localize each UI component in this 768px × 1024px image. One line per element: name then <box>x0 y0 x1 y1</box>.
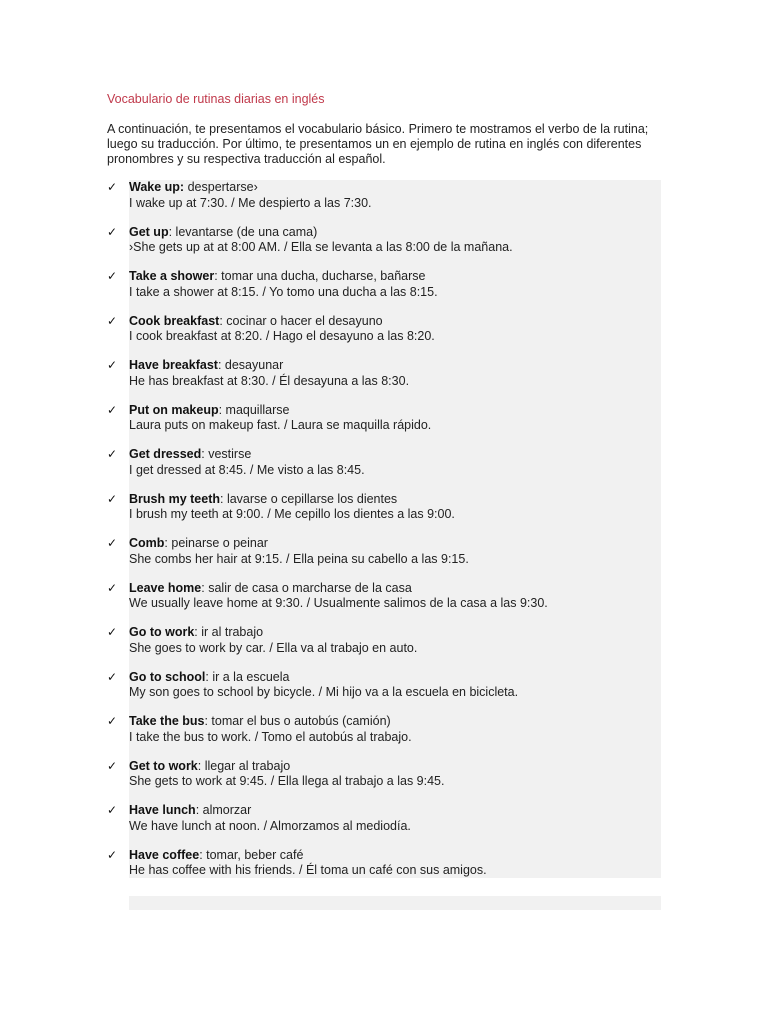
vocab-definition <box>129 670 289 686</box>
vocab-translation: : levantarse (de una cama) <box>168 224 318 239</box>
vocab-definition <box>129 358 283 374</box>
vocab-term: Have lunch <box>129 803 196 817</box>
vocab-example: I take the bus to work. / Tomo el autobús al trabajo. <box>129 729 412 744</box>
vocab-example: I get dressed at 8:45. / Me visto a las 8:45. <box>129 462 365 477</box>
vocab-term: Go to work <box>129 625 195 639</box>
vocab-translation: : tomar el bus o autobús (camión) <box>204 714 391 728</box>
list-item <box>107 180 667 225</box>
vocab-definition <box>129 447 251 463</box>
vocab-term: Wake up: <box>129 180 185 194</box>
vocab-example: He has breakfast at 8:30. / Él desayuna a las 8:30. <box>129 373 410 388</box>
checkmark-icon: ✓ <box>107 847 118 862</box>
vocab-term: Have breakfast <box>129 358 218 372</box>
vocab-example: I wake up at 7:30. / Me despierto a las 7:30. <box>129 195 372 210</box>
checkmark-icon: ✓ <box>107 580 118 595</box>
vocab-definition <box>129 180 258 196</box>
vocab-term: Take the bus <box>129 714 205 728</box>
checkmark-icon: ✓ <box>107 625 118 639</box>
vocab-example: She goes to work by car. / Ella va al trabajo en auto. <box>129 640 418 655</box>
vocab-translation: : lavarse o cepillarse los dientes <box>220 491 398 506</box>
checkmark-icon: ✓ <box>107 758 118 773</box>
list-item <box>107 625 667 670</box>
vocab-translation: despertarse› <box>184 180 258 194</box>
vocab-term: Get to work <box>129 758 198 773</box>
list-item <box>107 225 667 270</box>
list-item <box>107 848 667 893</box>
vocab-term: Brush my teeth <box>129 491 220 506</box>
vocab-term: Have coffee <box>129 847 200 862</box>
intro-paragraph: A continuación, te presentamos el vocabulario básico. Primero te mostramos el verbo de la rutina; luego su traducción. Por último, te presentamos un en ejemplo de rutina en inglés con diferentes pronombres y su respectiva traducción al español. <box>107 122 649 166</box>
checkmark-icon: ✓ <box>107 803 118 817</box>
bottom-shaded-strip <box>129 896 661 910</box>
vocab-translation: : salir de casa o marcharse de la casa <box>201 580 412 595</box>
vocab-example: She combs her hair at 9:15. / Ella peina su cabello a las 9:15. <box>129 551 469 566</box>
checkmark-icon: ✓ <box>107 402 118 417</box>
vocab-example: We have lunch at noon. / Almorzamos al mediodía. <box>129 818 411 833</box>
vocab-translation: : ir al trabajo <box>194 625 264 639</box>
vocab-translation: : tomar, beber café <box>199 847 304 862</box>
vocab-translation: : cocinar o hacer el desayuno <box>219 313 383 328</box>
vocab-definition <box>129 492 397 508</box>
vocab-translation: : peinarse o peinar <box>164 536 268 550</box>
vocab-definition <box>129 269 425 285</box>
vocab-definition <box>129 848 303 864</box>
list-item <box>107 803 667 848</box>
list-item <box>107 492 667 537</box>
checkmark-icon: ✓ <box>107 224 118 239</box>
vocab-definition <box>129 714 391 730</box>
checkmark-icon: ✓ <box>107 358 118 372</box>
checkmark-icon: ✓ <box>107 447 118 461</box>
vocab-definition <box>129 759 290 775</box>
vocab-example: I cook breakfast at 8:20. / Hago el desayuno a las 8:20. <box>129 329 435 343</box>
vocab-definition <box>129 803 251 819</box>
vocab-translation: : tomar una ducha, ducharse, bañarse <box>214 269 426 283</box>
document-title: Vocabulario de rutinas diarias en inglés <box>107 92 325 106</box>
vocab-translation: : desayunar <box>217 358 284 372</box>
vocab-term: Get up <box>129 224 169 239</box>
vocab-term: Comb <box>129 536 165 550</box>
checkmark-icon: ✓ <box>107 269 118 283</box>
list-item <box>107 358 667 403</box>
vocab-definition <box>129 581 412 597</box>
vocab-term: Cook breakfast <box>129 313 220 328</box>
vocab-translation: : almorzar <box>195 803 252 817</box>
vocab-translation: : vestirse <box>201 447 252 461</box>
vocab-term: Get dressed <box>129 447 202 461</box>
vocab-definition <box>129 314 383 330</box>
checkmark-icon: ✓ <box>107 180 118 194</box>
list-item <box>107 447 667 492</box>
list-item <box>107 403 667 448</box>
vocab-translation: : llegar al trabajo <box>197 758 291 773</box>
list-item <box>107 670 667 715</box>
vocab-term: Go to school <box>129 669 206 684</box>
checkmark-icon: ✓ <box>107 491 118 506</box>
vocab-example: ›She gets up at at 8:00 AM. / Ella se levanta a las 8:00 de la mañana. <box>129 240 513 254</box>
checkmark-icon: ✓ <box>107 714 118 728</box>
list-item <box>107 581 667 626</box>
list-item <box>107 314 667 359</box>
vocab-example: He has coffee with his friends. / Él toma un café con sus amigos. <box>129 863 487 877</box>
checkmark-icon: ✓ <box>107 313 118 328</box>
vocabulary-list <box>107 180 667 892</box>
list-item <box>107 536 667 581</box>
list-item <box>107 759 667 804</box>
vocab-definition <box>129 536 268 552</box>
vocab-translation: : maquillarse <box>218 402 290 417</box>
vocab-example: We usually leave home at 9:30. / Usualmente salimos de la casa a las 9:30. <box>129 596 548 610</box>
vocab-example: I take a shower at 8:15. / Yo tomo una ducha a las 8:15. <box>129 284 438 299</box>
vocab-definition <box>129 403 289 419</box>
vocab-term: Leave home <box>129 580 202 595</box>
vocab-term: Take a shower <box>129 269 215 283</box>
vocab-definition <box>129 625 263 641</box>
vocab-example: My son goes to school by bicycle. / Mi hijo va a la escuela en bicicleta. <box>129 685 519 699</box>
vocab-example: I brush my teeth at 9:00. / Me cepillo los dientes a las 9:00. <box>129 507 455 521</box>
vocab-term: Put on makeup <box>129 402 219 417</box>
vocab-translation: : ir a la escuela <box>205 669 290 684</box>
vocab-example: She gets to work at 9:45. / Ella llega al trabajo a las 9:45. <box>129 774 445 788</box>
vocab-definition <box>129 225 317 241</box>
checkmark-icon: ✓ <box>107 536 118 550</box>
list-item <box>107 714 667 759</box>
checkmark-icon: ✓ <box>107 669 118 684</box>
list-item <box>107 269 667 314</box>
vocab-example: Laura puts on makeup fast. / Laura se maquilla rápido. <box>129 418 432 432</box>
